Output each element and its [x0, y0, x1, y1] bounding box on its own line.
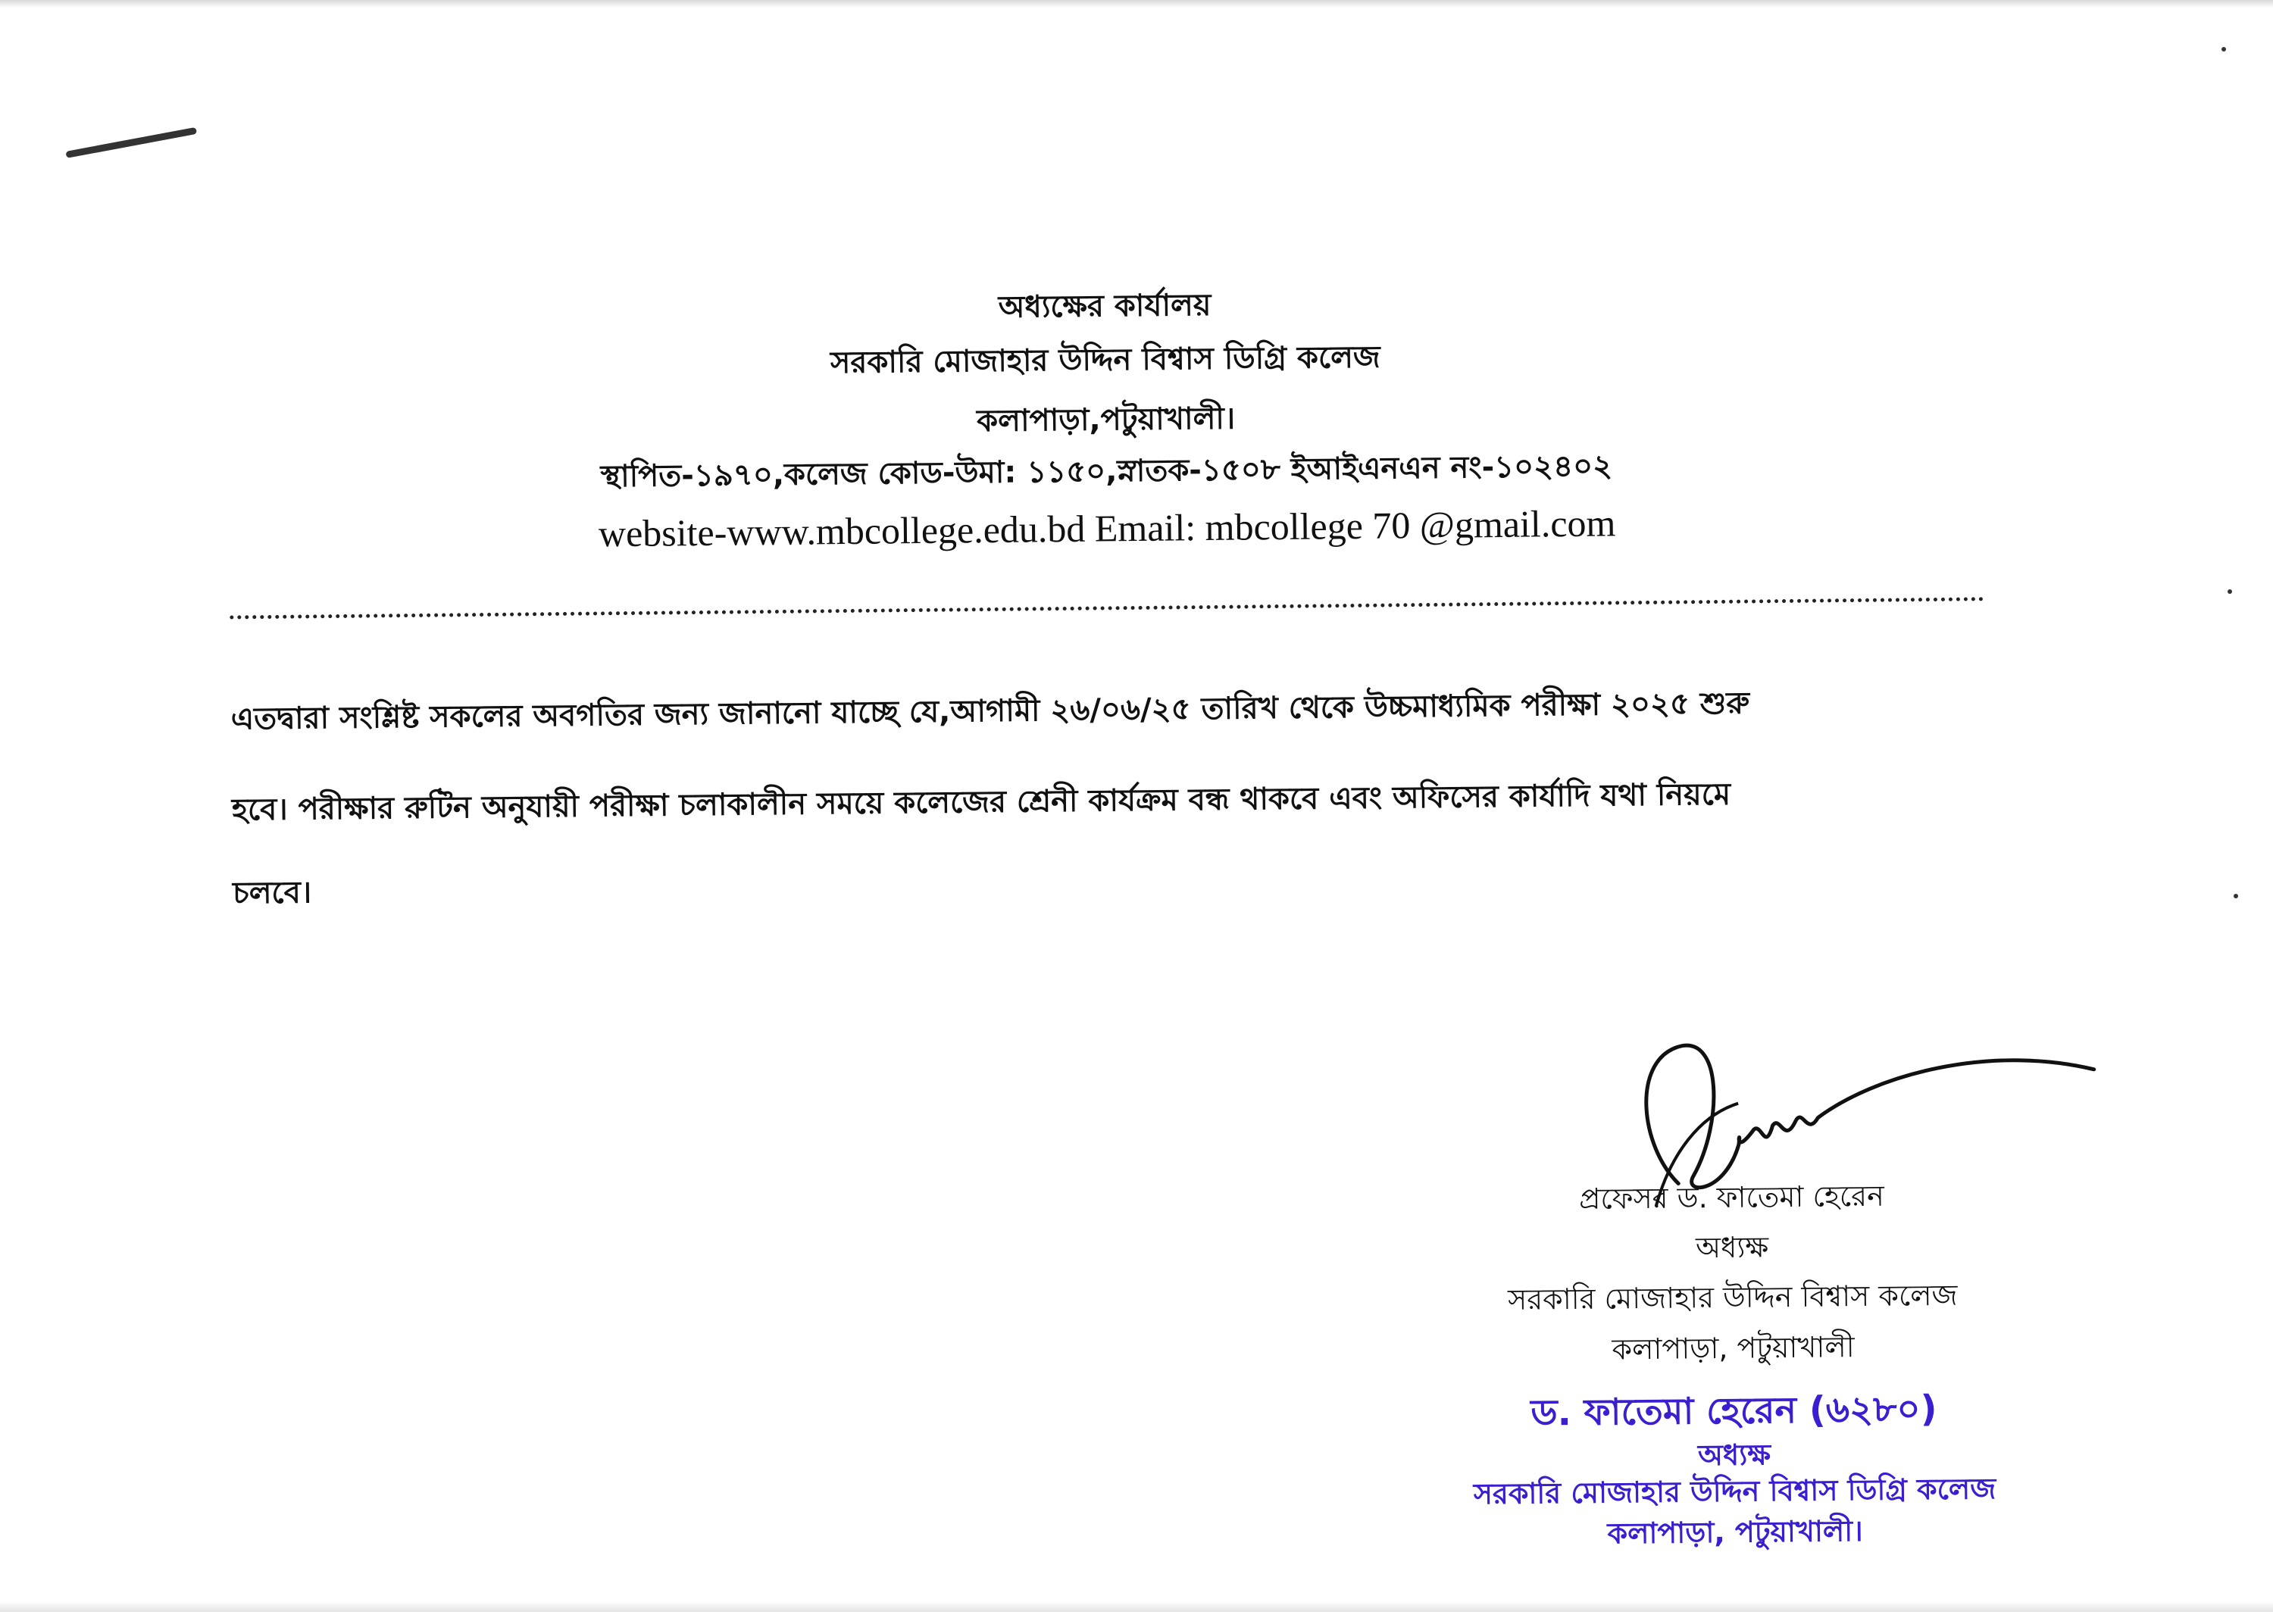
college-location: কলাপাড়া,পটুয়াখালী।: [976, 401, 1236, 439]
signatory-name: প্রফেসর ড. ফাতেমা হেরেন: [1578, 1179, 1884, 1216]
scan-bottom-edge: [0, 1601, 2273, 1612]
signatory-location: কলাপাড়া, পটুয়াখালী: [1612, 1330, 1855, 1366]
college-codes: স্থাপিত-১৯৭০,কলেজ কোড-উমা: ১১৫০,স্নাতক-১৫০৮ ইআইএনএন নং-১০২৪০২: [600, 448, 1613, 495]
college-contact: website-www.mbcollege.edu.bd Email: mbcollege 70 @gmail.com: [598, 501, 1616, 555]
scan-speck: [2234, 894, 2238, 898]
stamp-college: সরকারি মোজাহার উদ্দিন বিশ্বাস ডিগ্রি কলেজ: [1473, 1472, 1996, 1511]
separator-dotted-line: [230, 597, 1984, 619]
stamp-designation: অধ্যক্ষ: [1697, 1438, 1771, 1473]
stamp-name: ড. ফাতেমা হেরেন (৬২৮০): [1530, 1387, 1937, 1435]
scan-speck: [2228, 589, 2232, 594]
signatory-designation: অধ্যক্ষ: [1695, 1230, 1769, 1265]
college-name: সরকারি মোজাহার উদ্দিন বিশ্বাস ডিগ্রি কলেজ: [830, 339, 1380, 381]
office-title: অধ্যক্ষের কার্যালয়: [998, 287, 1212, 325]
signatory-college: সরকারি মোজাহার উদ্দিন বিশ্বাস কলেজ: [1507, 1278, 1958, 1316]
pen-mark: [65, 127, 197, 158]
stamp-location: কলাপাড়া, পটুয়াখালী।: [1607, 1514, 1863, 1551]
scan-speck: [2221, 47, 2226, 52]
notice-line-1: এতদ্বারা সংশ্লিষ্ট সকলের অবগতির জন্য জানানো যাচ্ছে যে,আগামী ২৬/০৬/২৫ তারিখ থেকে উচ্চমাধ্যমিক পরীক্ষা ২০২৫ শুরু: [230, 686, 1750, 737]
notice-line-2: হবে। পরীক্ষার রুটিন অনুযায়ী পরীক্ষা চলাকালীন সময়ে কলেজের শ্রেনী কার্যক্রম বন্ধ থাকবে এবং অফিসের কার্যাদি যথা নিয়মে: [231, 776, 1731, 828]
notice-line-3: চলবে।: [232, 875, 312, 911]
